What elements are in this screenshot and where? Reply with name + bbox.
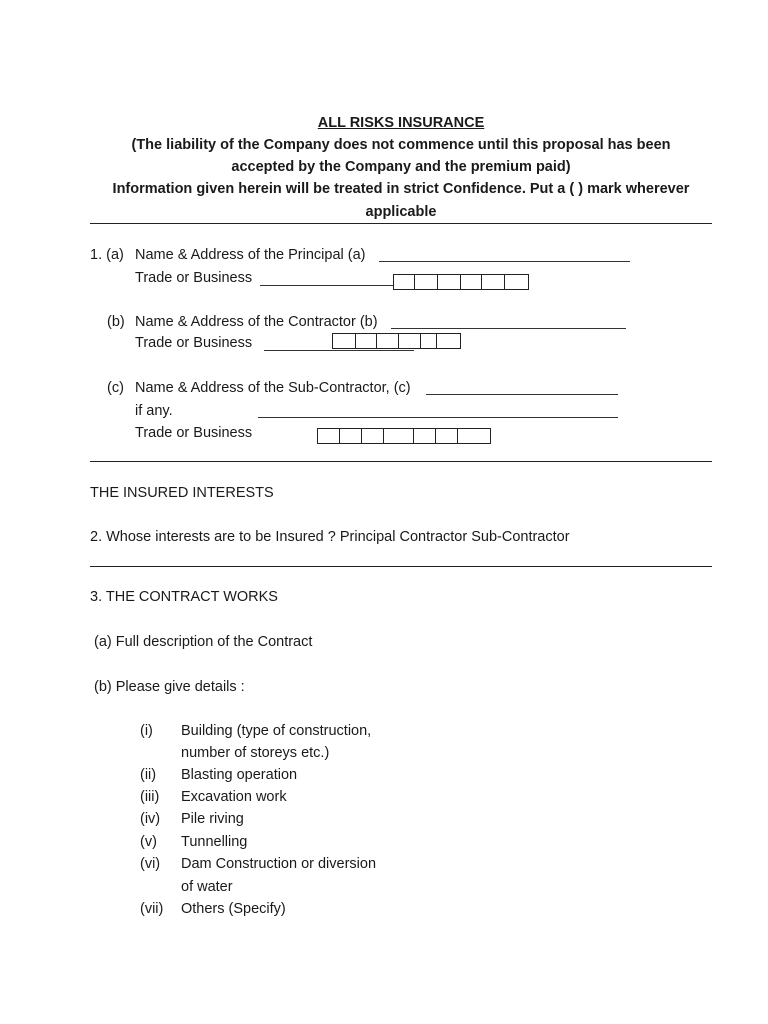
principal-trade-field[interactable] [260,285,394,286]
list-item-number: (i) [140,723,153,739]
sub-contractor-trade-label: Trade or Business [135,425,253,441]
item-1a-number: 1. (a) [90,247,124,263]
list-item-number: (vii) [140,901,164,917]
list-item-text: number of storeys etc.) [181,745,330,761]
list-item-number: (vi) [140,856,161,872]
sub-contractor-if-any: if any. [135,403,173,419]
list-item-text: Others (Specify) [181,901,286,917]
sub-contractor-field-line2[interactable] [258,417,618,418]
contract-details-label: (b) Please give details : [94,679,245,695]
contractor-field[interactable] [391,328,626,329]
list-item-text: Pile riving [181,811,244,827]
list-item-number: (iv) [140,811,161,827]
principal-trade-code-boxes[interactable] [393,274,529,290]
contractor-label: Name & Address of the Contractor (b) [135,314,378,330]
sub-contractor-label: Name & Address of the Sub-Contractor, (c) [135,380,411,396]
list-item-text: Building (type of construction, [181,723,372,739]
contractor-trade-code-boxes[interactable] [332,333,461,349]
item-1c-number: (c) [107,380,124,396]
list-item-text: of water [181,879,233,895]
confidentiality-note-line1: Information given herein will be treated in strict Confidence. Put a ( ) mark wherever [112,181,690,197]
divider [90,223,712,224]
contract-works-heading: 3. THE CONTRACT WORKS [90,589,278,605]
divider [90,566,712,567]
principal-label: Name & Address of the Principal (a) [135,247,366,263]
contract-description-label: (a) Full description of the Contract [94,634,313,650]
sub-contractor-trade-code-boxes[interactable] [317,428,491,444]
divider [90,461,712,462]
insured-interests-question: 2. Whose interests are to be Insured ? Principal Contractor Sub-Contractor [90,529,570,545]
liability-note-line1: (The liability of the Company does not commence until this proposal has been [131,137,671,153]
liability-note-line2: accepted by the Company and the premium paid) [231,159,571,175]
list-item-number: (iii) [140,789,160,805]
contractor-trade-field[interactable] [264,350,414,351]
principal-trade-label: Trade or Business [135,270,253,286]
list-item-text: Blasting operation [181,767,298,783]
contractor-trade-label: Trade or Business [135,335,253,351]
list-item-text: Tunnelling [181,834,248,850]
sub-contractor-field[interactable] [426,394,618,395]
insured-interests-heading: THE INSURED INTERESTS [90,485,274,501]
document-title: ALL RISKS INSURANCE [317,115,485,131]
list-item-number: (v) [140,834,157,850]
list-item-number: (ii) [140,767,157,783]
item-1b-number: (b) [107,314,125,330]
list-item-text: Dam Construction or diversion [181,856,377,872]
principal-field[interactable] [379,261,630,262]
list-item-text: Excavation work [181,789,287,805]
confidentiality-note-line2: applicable [365,204,437,220]
